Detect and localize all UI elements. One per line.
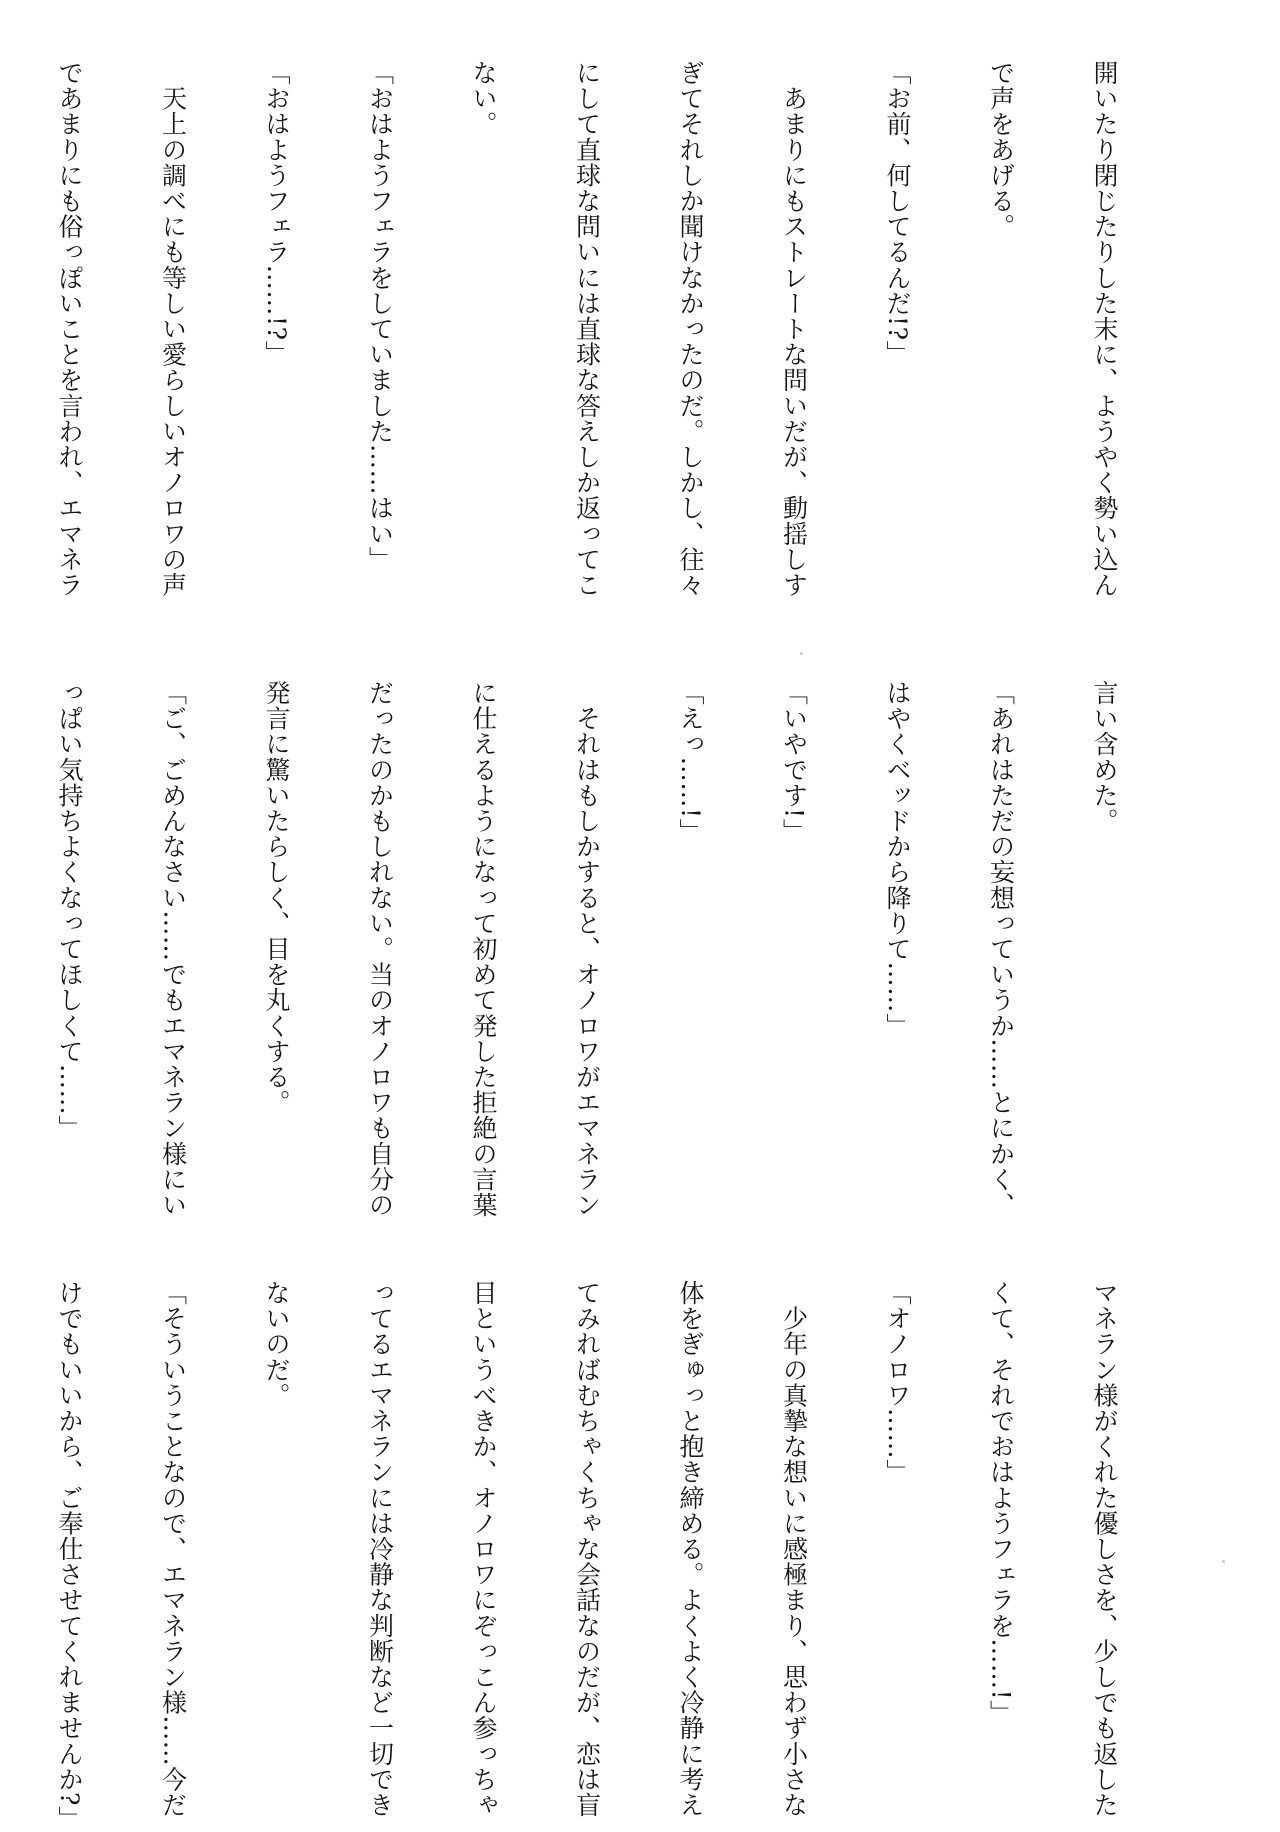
text-column: ぎてそれしか聞けなかったのだ。しかし、往々 [676, 60, 705, 598]
text-column: で声をあげる。 [986, 60, 1016, 240]
text-column: に仕えるようになって初めて発した拒絶の言葉 [469, 680, 498, 1218]
text-column: ってるエマネランには冷静な判断など一切でき [365, 1280, 395, 1818]
text-column: マネラン様がくれた優しさを、少しでも返した [1090, 1280, 1119, 1818]
text-column: 「オノロワ……」 [883, 1280, 912, 1485]
text-column: 言い含めた。 [1090, 680, 1119, 834]
text-tier-upper [55, 60, 1190, 620]
text-column: にして直球な問いには直球な答えしか返ってこ [572, 60, 602, 598]
text-column: ない。 [469, 60, 498, 137]
text-column: それはもしかすると、オノロワがエマネラン [572, 680, 602, 1218]
text-column: 「ご、ごめんなさい……でもエマネラン様にい [158, 680, 188, 1218]
text-column: 少年の真摯な想いに感極まり、思わず小さな [779, 1280, 809, 1818]
text-column: けでもいいから、ご奉仕させてくれませんか?」 [55, 1280, 84, 1832]
text-column: あまりにもストレートな問いだが、動揺しす [779, 60, 809, 598]
text-column: 開いたり閉じたりした末に、ようやく勢い込ん [1090, 60, 1119, 598]
text-column: 「あれはただの妄想っていうか……とにかく、 [986, 680, 1016, 1218]
text-tier-lower [55, 1280, 1190, 1832]
text-column: 「そういうことなので、エマネラン様……今だ [158, 1280, 188, 1818]
text-column: 天上の調べにも等しい愛らしいオノロワの声 [158, 60, 188, 598]
text-column: はやくベッドから降りて……」 [883, 680, 912, 1039]
text-column: 「いやです!」 [779, 680, 809, 845]
text-column: 発言に驚いたらしく、目を丸くする。 [262, 680, 291, 1116]
text-column: だったのかもしれない。当のオノロワも自分の [365, 680, 395, 1218]
text-column: っぱい気持ちよくなってほしくて……」 [55, 680, 84, 1141]
text-column: ないのだ。 [262, 1280, 291, 1408]
scan-speck [1222, 1560, 1225, 1563]
text-column: 「おはようフェラをしていました……はい」 [365, 60, 395, 572]
text-column: 「お前、何してるんだ!?」 [883, 60, 912, 367]
text-column: てみればむちゃくちゃな会話なのだが、恋は盲 [572, 1280, 602, 1818]
text-column: 「おはようフェラ……!?」 [262, 60, 291, 367]
text-column: くて、それでおはようフェラを……!」 [986, 1280, 1016, 1726]
text-column: であまりにも俗っぽいことを言われ、エマネラ [55, 60, 84, 598]
text-column: 目というべきか、オノロワにぞっこん参っちゃ [469, 1280, 498, 1818]
text-column: 「えっ……!」 [676, 680, 705, 845]
text-column: 体をぎゅっと抱き締める。よくよく冷静に考え [676, 1280, 705, 1818]
scan-speck [800, 652, 803, 655]
text-tier-middle [55, 680, 1190, 1220]
